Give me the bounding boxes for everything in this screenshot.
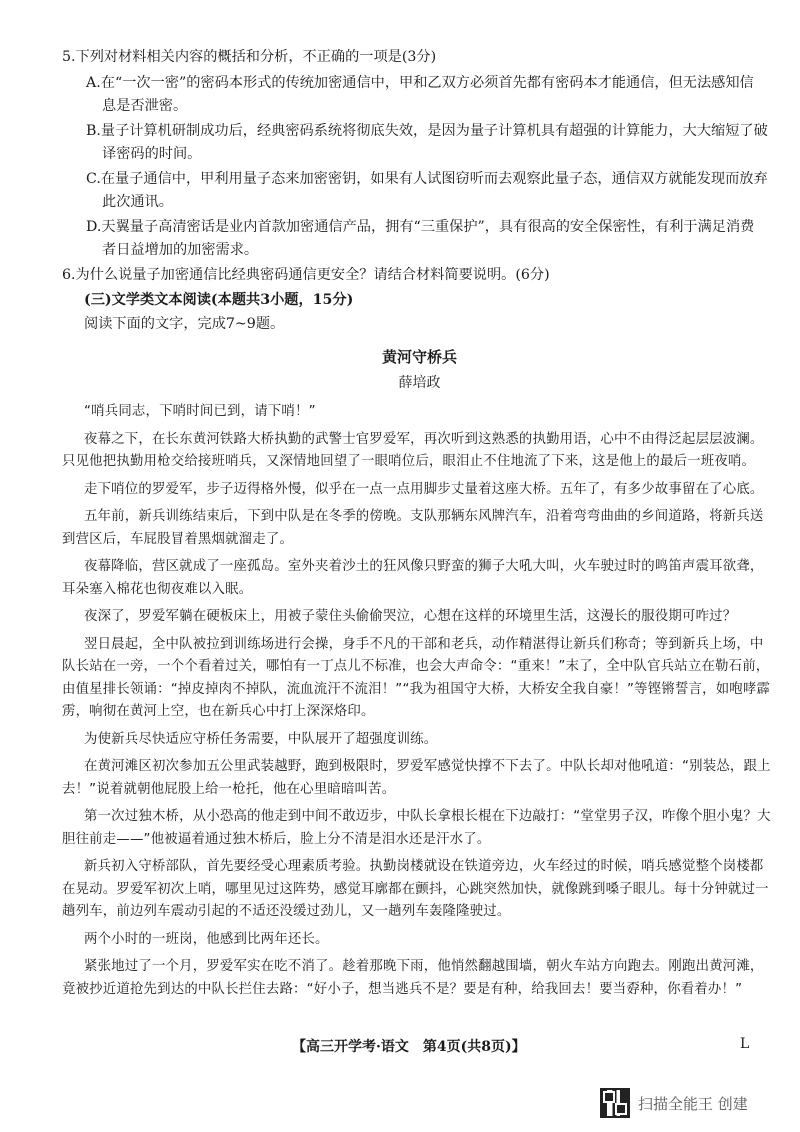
page-content: [62, 46, 777, 1006]
option-continuation: 译密码的时间。: [102, 146, 202, 162]
option-line: C.在量子通信中，甲利用量子态来加密密钥，如果有人试图窃听而去观察此量子态，通信双方就能发现而放弃: [86, 170, 768, 187]
story-paragraph: 为使新兵尽快适应守桥任务需要，中队展开了超强度训练。: [84, 731, 438, 747]
story-paragraph: 翌日晨起，全中队被拉到训练场进行会操，身手不凡的干部和老兵，动作精湛得让新兵们称奇；等到新兵上场，中队长站在一旁，一个个看着过关，哪怕有一丁点儿不标准，也会大声命令：“重来！”末了，全中队官兵站立在勒石前，由值星排长领诵：“掉皮掉肉不掉队，流血流汗不流泪！”“我为祖国守大桥，大桥安全我自豪！”等铿锵誓言，如咆哮霹雳，响彻在黄河上空，也在新兵心中打上深深烙印。: [62, 636, 771, 719]
story-paragraph: 夜幕之下，在长东黄河铁路大桥执勤的武警士官罗爱军，再次听到这熟悉的执勤用语，心中不由得泛起层层波澜。只见他把执勤用枪交给接班哨兵，又深情地回望了一眼哨位后，眼泪止不住地流了下来，这是他上的最后一班夜哨。: [62, 431, 764, 469]
option-line: D.天翼量子高清密话是业内首款加密通信产品，拥有“三重保护”，具有很高的安全保密性，有利于满足消费: [86, 218, 755, 235]
question-5-option-a: [62, 72, 777, 119]
story-paragraph: 夜深了，罗爱军躺在硬板床上，用被子蒙住头偷偷哭泣，心想在这样的环境里生活，这漫长的服役期可咋过？: [84, 609, 737, 624]
question-5-stem: 5.下列对材料相关内容的概括和分析，不正确的一项是(3分): [62, 49, 437, 65]
story-paragraph: 两个小时的一班岗，他感到比两年还长。: [84, 931, 329, 947]
option-line: A.在“一次一密”的密码本形式的传统加密通信中，甲和乙双方必须首先都有密码本才能通信，但无法感知信: [86, 74, 754, 91]
option-continuation: 者日益增加的加密需求。: [102, 242, 259, 258]
story-paragraph: 在黄河滩区初次参加五公里武装越野，跑到极限时，罗爱军感觉快撑不下去了。中队长却对他吼道：“别装怂，跟上去！”说着就朝他屁股上给一枪托，他在心里暗暗叫苦。: [62, 759, 771, 797]
qr-code-icon: [600, 1088, 630, 1118]
scanner-watermark: [600, 1085, 790, 1121]
question-6: 6.为什么说量子加密通信比经典密码通信更安全？请结合材料简要说明。(6分): [62, 266, 550, 283]
question-5-option-c: [62, 168, 777, 215]
page-footer: [0, 1036, 800, 1060]
scanner-watermark-text: 扫描全能王 创建: [638, 1094, 748, 1113]
option-line: B.量子计算机研制成功后，经典密码系统将彻底失效，是因为量子计算机具有超强的计算能力，大大缩短了破: [86, 122, 768, 139]
story-paragraph: “哨兵同志，下哨时间已到，请下哨！”: [84, 404, 316, 419]
story-author: 薛培政: [398, 374, 441, 391]
story-paragraph: 走下哨位的罗爱军，步子迈得格外慢，似乎在一点一点用脚步丈量着这座大桥。五年了，有多少故事留在了心底。: [84, 481, 764, 497]
story-paragraph: 夜幕降临，营区就成了一座孤岛。室外夹着沙土的狂风像只野蛮的狮子大吼大叫，火车驶过时的鸣笛声震耳欲聋，耳朵塞入棉花也彻夜难以入眠。: [62, 559, 764, 597]
story-paragraph: 五年前，新兵训练结束后，下到中队是在冬季的傍晚。支队那辆东风牌汽车，沿着弯弯曲曲的乡间道路，将新兵送到营区后，车屁股冒着黑烟就溜走了。: [62, 509, 764, 547]
section-3-instruction: 阅读下面的文字，完成7~9题。: [84, 315, 285, 332]
story-title: 黄河守桥兵: [381, 348, 457, 366]
footer-page-info: 【高三开学考·语文 第4页(共8页)】: [292, 1039, 526, 1055]
footer-version-letter: L: [740, 1036, 750, 1052]
question-5-option-d: [62, 216, 777, 263]
story-paragraph: 第一次过独木桥，从小恐高的他走到中间不敢迈步，中队长拿根长棍在下边敲打：“堂堂男子汉，咋像个胆小鬼？大胆往前走——”他被逼着通过独木桥后，脸上分不清是泪水还是汗水了。: [62, 809, 771, 847]
section-3-heading: (三)文学类文本阅读(本题共3小题，15分): [84, 292, 354, 308]
story-paragraph: 新兵初入守桥部队，首先要经受心理素质考验。执勤岗楼就设在铁道旁边，火车经过的时候，哨兵感觉整个岗楼都在晃动。罗爱军初次上哨，哪里见过这阵势，感觉耳廓都在颤抖，心跳突然加快，就像跳到嗓子眼儿。每十分钟就过一趟列车，前边列车震动引起的不适还没缓过劲儿，又一趟列车轰隆隆驶过。: [62, 859, 769, 919]
story-paragraph: 紧张地过了一个月，罗爱军实在吃不消了。趁着那晚下雨，他悄然翻越围墙，朝火车站方向跑去。刚跑出黄河滩，竟被抄近道抢先到达的中队长拦住去路：“好小子，想当逃兵不是？要是有种，给我回去！要当孬种，你看着办！”: [62, 959, 764, 997]
option-continuation: 此次通讯。: [102, 194, 173, 210]
question-5-option-b: [62, 120, 777, 167]
option-continuation: 息是否泄密。: [102, 98, 188, 114]
